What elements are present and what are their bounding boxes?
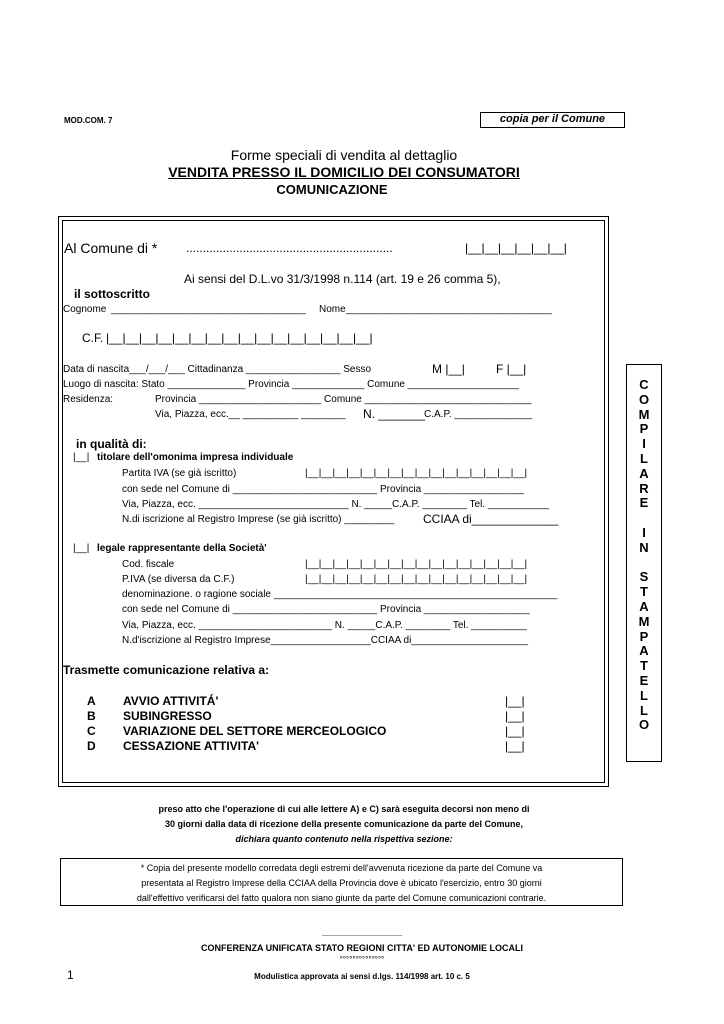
side-label-letter: L bbox=[640, 687, 648, 703]
side-label-letter: O bbox=[638, 391, 650, 407]
side-label-letter: M bbox=[638, 406, 650, 422]
cf-label: C.F. bbox=[82, 331, 104, 345]
form-type: COMUNICAZIONE bbox=[276, 182, 388, 197]
option-c-letter: C bbox=[87, 724, 96, 738]
option-a-label: AVVIO ATTIVITÁ' bbox=[123, 694, 219, 708]
side-label-letter: M bbox=[638, 613, 650, 629]
side-label-letter: C bbox=[639, 377, 649, 392]
footer-conference: CONFERENZA UNIFICATA STATO REGIONI CITTA' ED AUTONOMIE LOCALI bbox=[201, 943, 523, 953]
side-label-letter: A bbox=[639, 643, 649, 659]
titolare-iscrizione[interactable]: N.di iscrizione al Registro Imprese (se già iscritto) _________ bbox=[122, 514, 395, 525]
footer-approval: Modulistica approvata ai sensi d.lgs. 114/1998 art. 10 c. 5 bbox=[254, 972, 470, 981]
footnote-line-2: presentata al Registro Imprese della CCIAA della Provincia dove è ubicato l'esercizio, entro 30 giorni bbox=[141, 878, 542, 888]
option-d-checkbox[interactable]: |__| bbox=[505, 739, 525, 753]
titolare-label: titolare dell'omonima impresa individuale bbox=[97, 452, 294, 463]
legale-sede[interactable]: con sede nel Comune di __________________________ Provincia ___________________ bbox=[122, 604, 530, 615]
option-c-label: VARIAZIONE DEL SETTORE MERCEOLOGICO bbox=[123, 724, 387, 738]
side-label-letter: I bbox=[642, 436, 646, 452]
side-label-letter: P bbox=[639, 421, 649, 437]
luogo-nascita-row[interactable]: Luogo di nascita: Stato ______________ Provincia _____________ Comune ____________________ bbox=[63, 379, 519, 390]
option-b-checkbox[interactable]: |__| bbox=[505, 709, 525, 723]
side-label-letter: E bbox=[639, 673, 649, 688]
side-label-letter: A bbox=[639, 465, 649, 481]
side-label-letter: L bbox=[640, 702, 648, 718]
side-label-letter: E bbox=[639, 495, 649, 511]
cognome-label: Cognome bbox=[63, 304, 107, 315]
residenza-provincia-comune[interactable]: Provincia ______________________ Comune ______________________________ bbox=[155, 394, 532, 405]
notice-line-2: 30 giorni dalla data di ricezione della presente comunicazione da parte del Comune, bbox=[164, 819, 524, 829]
cf-boxes[interactable]: |__|__|__|__|__|__|__|__|__|__|__|__|__|__|__|__| bbox=[106, 331, 373, 345]
legale-checkbox[interactable]: |__| bbox=[73, 543, 90, 554]
cognome-field[interactable]: ___________________________________ bbox=[111, 304, 306, 315]
option-b-label: SUBINGRESSO bbox=[123, 709, 212, 723]
titolare-sede[interactable]: con sede nel Comune di __________________________ Provincia __________________ bbox=[122, 484, 525, 495]
legale-label: legale rappresentante della Società' bbox=[97, 543, 267, 554]
legal-reference: Ai sensi del D.L.vo 31/3/1998 n.114 (art. 19 e 26 comma 5), bbox=[184, 272, 501, 286]
titolare-cciaa[interactable]: CCIAA di_____________ bbox=[423, 512, 559, 526]
residenza-label: Residenza: bbox=[63, 394, 114, 405]
option-d-label: CESSAZIONE ATTIVITA' bbox=[123, 739, 259, 753]
side-label-letter: I bbox=[642, 525, 646, 540]
side-label-letter: O bbox=[638, 717, 650, 733]
legale-piva-label: P.IVA (se diversa da C.F.) bbox=[122, 574, 235, 585]
form-code: MOD.COM. 7 bbox=[64, 116, 113, 125]
legale-denominazione[interactable]: denominazione. o ragione sociale ___________________________________________________ bbox=[122, 589, 558, 600]
side-label-letter: N bbox=[639, 539, 649, 555]
qualita-label: in qualità di: bbox=[76, 437, 147, 451]
legale-cf-label: Cod. fiscale bbox=[122, 559, 175, 570]
titolare-piva-label: Partita IVA (se già iscritto) bbox=[122, 468, 237, 479]
legale-piva-boxes[interactable]: |__|__|__|__|__|__|__|__|__|__|__|__|__|__|__|__| bbox=[305, 574, 528, 585]
comune-label: Al Comune di * bbox=[64, 240, 158, 256]
option-d-letter: D bbox=[87, 739, 96, 753]
sesso-f-checkbox[interactable]: F |__| bbox=[496, 362, 527, 376]
legale-cf-boxes[interactable]: |__|__|__|__|__|__|__|__|__|__|__|__|__|__|__|__| bbox=[305, 559, 528, 570]
residenza-numero[interactable]: N. _______ bbox=[363, 407, 426, 421]
footer-rule: ________________ bbox=[321, 927, 403, 937]
nome-label: Nome bbox=[319, 304, 346, 315]
legale-iscrizione[interactable]: N.d'iscrizione al Registro Imprese__________________CCIAA di_____________________ bbox=[122, 635, 529, 646]
side-label-letter: P bbox=[639, 628, 649, 644]
comune-dots[interactable]: .............................................................. bbox=[186, 241, 393, 255]
titolare-checkbox[interactable]: |__| bbox=[73, 452, 90, 463]
option-b-letter: B bbox=[87, 709, 96, 723]
sesso-m-checkbox[interactable]: M |__| bbox=[432, 362, 465, 376]
option-c-checkbox[interactable]: |__| bbox=[505, 724, 525, 738]
comune-code-boxes[interactable]: |__|__|__|__|__|__| bbox=[465, 241, 567, 255]
sottoscritto-label: il sottoscritto bbox=[74, 287, 151, 301]
copy-label: copia per il Comune bbox=[499, 113, 606, 125]
side-label-letter: A bbox=[639, 599, 649, 614]
titolare-piva-boxes[interactable]: |__|__|__|__|__|__|__|__|__|__|__|__|__|__|__|__| bbox=[305, 468, 528, 479]
form-title: VENDITA PRESSO IL DOMICILIO DEI CONSUMATORI bbox=[168, 164, 520, 180]
titolare-via[interactable]: Via, Piazza, ecc. ___________________________ N. _____C.A.P. ________ Tel. ___________ bbox=[122, 499, 550, 510]
page-number: 1 bbox=[67, 968, 74, 982]
option-a-letter: A bbox=[87, 694, 96, 708]
side-label-letter: S bbox=[639, 569, 649, 585]
nascita-cittadinanza-row[interactable]: Data di nascita___/___/___ Cittadinanza _________________ Sesso bbox=[63, 364, 372, 375]
footnote-line-3: dall'effettivo verificarsi del fatto qualora non siano giunte da parte del Comune comunicazioni contrarie. bbox=[136, 893, 547, 903]
residenza-via[interactable]: Via, Piazza, ecc.__ __________ ________ bbox=[155, 409, 346, 420]
option-a-checkbox[interactable]: |__| bbox=[505, 694, 525, 708]
nome-field[interactable]: _____________________________________ bbox=[346, 304, 552, 315]
trasmette-label: Trasmette comunicazione relativa a: bbox=[63, 663, 270, 677]
legale-via[interactable]: Via, Piazza, ecc. ________________________ N. _____C.A.P. ________ Tel. __________ bbox=[122, 620, 527, 631]
notice-line-1: preso atto che l'operazione di cui alle lettere A) e C) sarà eseguita decorsi non meno di bbox=[158, 804, 530, 814]
side-label-letter: L bbox=[640, 451, 648, 466]
footnote-line-1: * Copia del presente modello corredata degli estremi dell'avvenuta ricezione da parte del Comune va bbox=[140, 863, 543, 873]
residenza-cap[interactable]: C.A.P. ______________ bbox=[424, 409, 533, 420]
side-label-letter: R bbox=[639, 480, 649, 496]
footer-dots: °°°°°°°°°°°°°° bbox=[339, 955, 385, 964]
side-label-letter: T bbox=[640, 584, 648, 600]
side-label-letter: T bbox=[640, 658, 648, 674]
form-subtitle: Forme speciali di vendita al dettaglio bbox=[230, 147, 458, 163]
notice-line-3: dichiara quanto contenuto nella rispettiva sezione: bbox=[235, 834, 453, 844]
